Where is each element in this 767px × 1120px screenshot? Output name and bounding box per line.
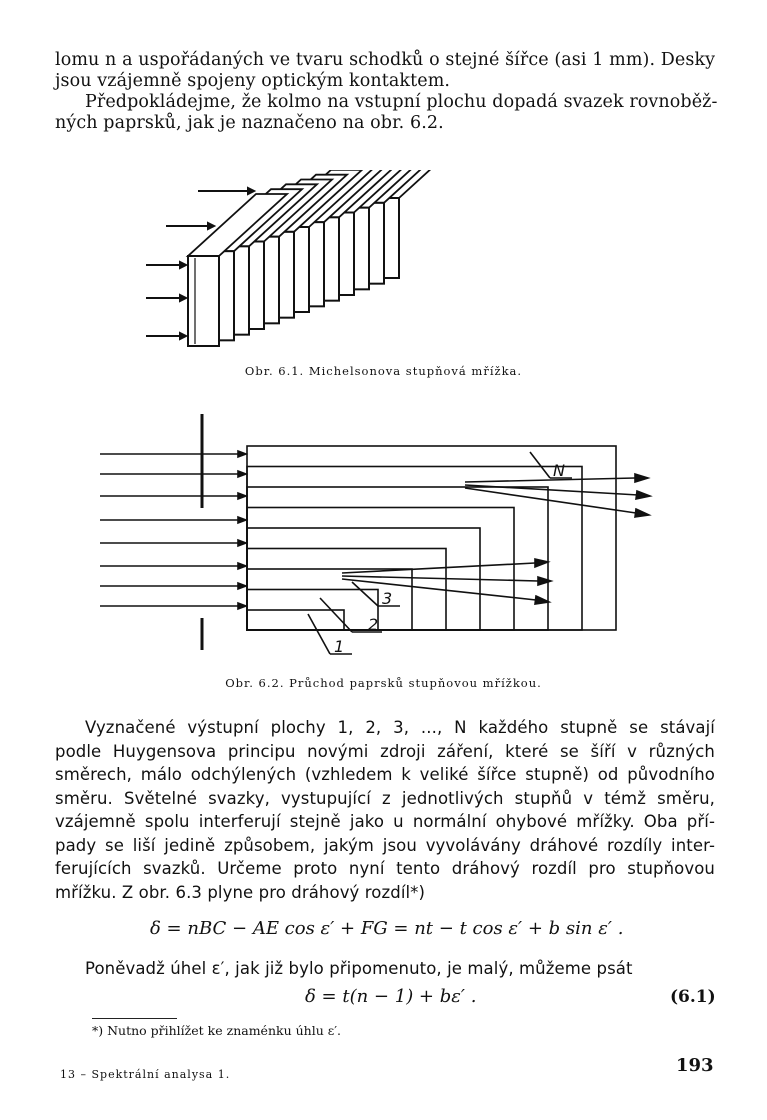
incident-arrowhead [238,583,246,589]
body-line-6: pady se liší jedině způsobem, jakým jsou vyvolávány dráhové rozdíly inter- [55,835,715,855]
stepped-plate [247,610,344,630]
intro-line-3: Předpokládejme, že kolmo na vstupní plochu dopadá svazek rovnoběž- [85,92,718,112]
intro-paragraph [55,50,718,134]
incident-arrowhead [238,451,246,457]
figure2-label-3: 3 [382,589,393,608]
bridge-paragraph [55,958,715,979]
figure1-arrowhead-1 [248,188,254,194]
body-line-1: Vyznačené výstupní plochy 1, 2, 3, ..., N každého stupně se stávají [85,718,715,737]
body-line-8: mřížku. Z obr. 6.3 plyne pro dráhový rozdíl*) [55,882,426,902]
figure2-incident-rays [100,451,246,609]
figure1-arrowhead-2 [208,223,214,229]
body-line-2: podle Huygensova principu novými zdroji záření, které se šíří v různých [55,741,715,761]
figure2-outgoing-rays [342,474,650,604]
figure1-arrowhead-3 [180,262,186,268]
page-footer: 13 – Spektrální analysa 1. [60,1068,231,1081]
body-line-4: směru. Světelné svazky, vystupující z jednotlivých stupňů v témž směru, [55,788,715,808]
page-number: 193 [676,1055,714,1076]
intro-line-1: lomu n a uspořádaných ve tvaru schodků o stejné šířce (asi 1 mm). Desky [55,50,716,70]
figure-echelon-grating [140,170,620,360]
incident-arrowhead [238,517,246,523]
figure1-arrowhead-4 [180,295,186,301]
figure1-arrowhead-5 [180,333,186,339]
intro-line-2: jsou vzájemně spojeny optickým kontaktem. [55,71,451,91]
stepped-plate [247,487,548,630]
bridge-line: Poněvadž úhel ε′, jak již bylo připomenuto, je malý, můžeme psát [85,959,633,978]
footnote-rule [92,1018,177,1019]
figure2-label-n: N [553,461,565,480]
figure2-leader-lines [308,452,572,654]
body-line-7: ferujících svazků. Určeme proto nyní tento dráhový rozdíl pro stupňovou [55,859,715,878]
figure2-label-1: 1 [334,637,345,656]
incident-arrowhead [238,540,246,546]
equation-2-number: (6.1) [670,987,716,1007]
figure-ray-passage [90,410,690,670]
footnote: *) Nutno přihlížet ke znaménku úhlu ε′. [92,1023,342,1038]
body-line-5: vzájemně spolu interferují stejně jako u normální ohybové mřížky. Oba pří- [55,812,715,831]
incident-arrowhead [238,603,246,609]
intro-line-4: ných paprsků, jak je naznačeno na obr. 6.2. [55,113,444,133]
body-paragraph [55,716,715,904]
figure1-caption: Obr. 6.1. Michelsonova stupňová mřížka. [244,364,523,378]
figure2-caption: Obr. 6.2. Průchod paprsků stupňovou mřížkou. [225,676,542,690]
figure2-label-2: 2 [368,615,379,634]
equation-2: δ = t(n − 1) + bε′ . [305,986,477,1007]
incident-arrowhead [238,493,246,499]
body-line-3: směrech, málo odchýlených (vzhledem k veliké šířce stupně) od původního [55,765,715,784]
equation-1: δ = nBC − AE cos ε′ + FG = nt − t cos ε′ + b sin ε′ . [150,918,624,939]
figure1-steps [188,170,467,346]
incident-arrowhead [238,563,246,569]
incident-arrowhead [238,471,246,477]
